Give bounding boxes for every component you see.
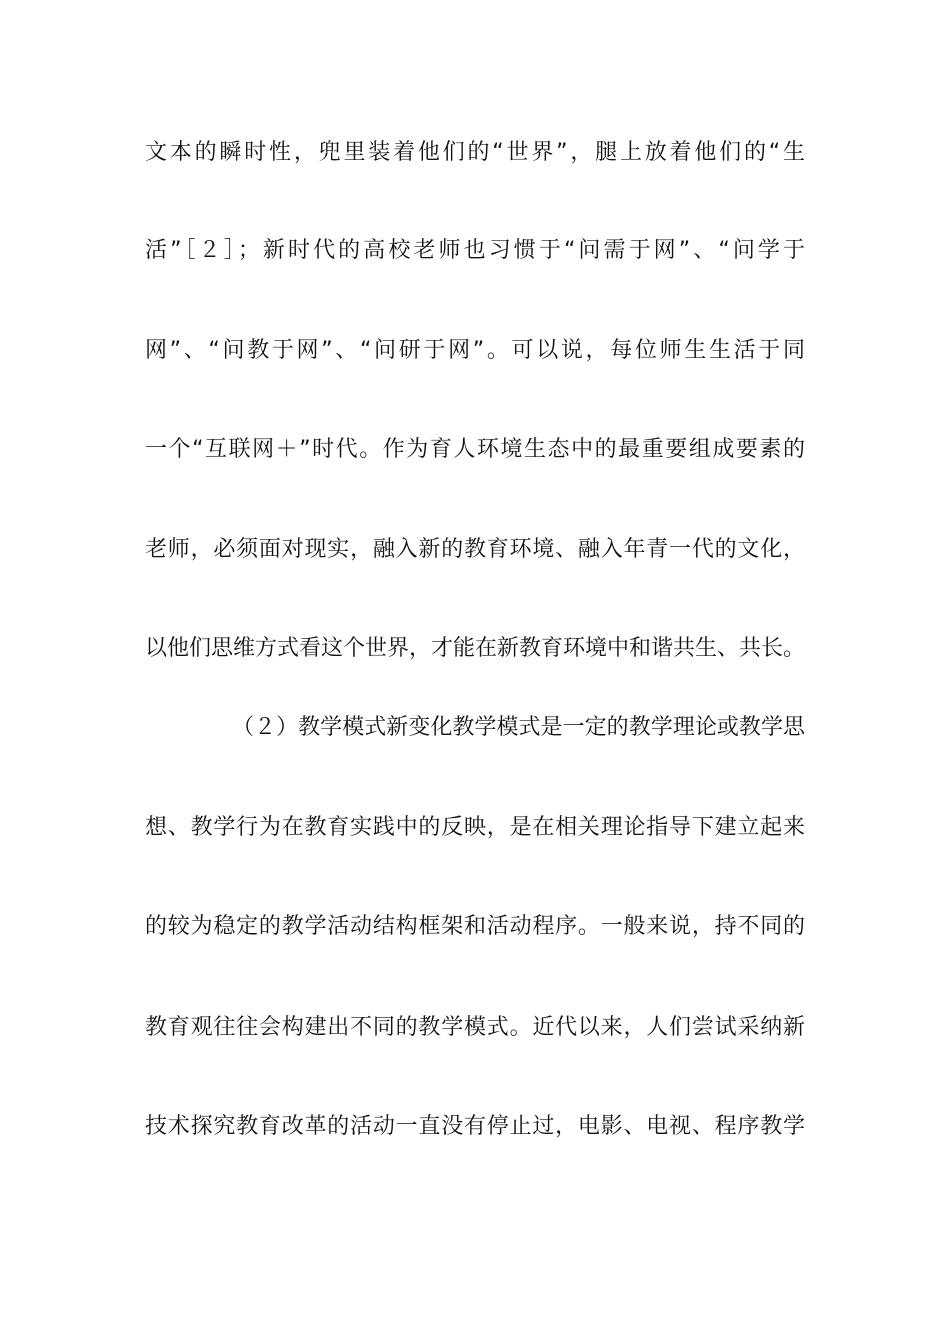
paragraph-line: 活”［２］；新时代的高校老师也习惯于“问需于网”、“问学于 — [145, 238, 805, 263]
paragraph-line: 教育观往往会构建出不同的教学模式。近代以来，人们尝试采纳新 — [145, 1015, 805, 1040]
paragraph-line: 一个“互联网＋”时代。作为育人环境生态中的最重要组成要素的 — [145, 437, 805, 462]
section-heading-line: （２）教学模式新变化教学模式是一定的教学理论或教学思 — [232, 715, 805, 740]
paragraph-line: 想、教学行为在教育实践中的反映，是在相关理论指导下建立起来 — [145, 815, 805, 840]
paragraph-line: 文本的瞬时性，兜里装着他们的“世界”，腿上放着他们的“生 — [145, 140, 805, 165]
paragraph-line: 网”、“问教于网”、“问研于网”。可以说，每位师生生活于同 — [145, 338, 805, 363]
paragraph-line: 技术探究教育改革的活动一直没有停止过，电影、电视、程序教学 — [145, 1114, 805, 1139]
paragraph-line: 的较为稳定的教学活动结构框架和活动程序。一般来说，持不同的 — [145, 914, 805, 939]
paragraph-line: 以他们思维方式看这个世界，才能在新教育环境中和谐共生、共长。 — [145, 636, 805, 661]
paragraph-line: 老师，必须面对现实，融入新的教育环境、融入年青一代的文化， — [145, 537, 805, 562]
